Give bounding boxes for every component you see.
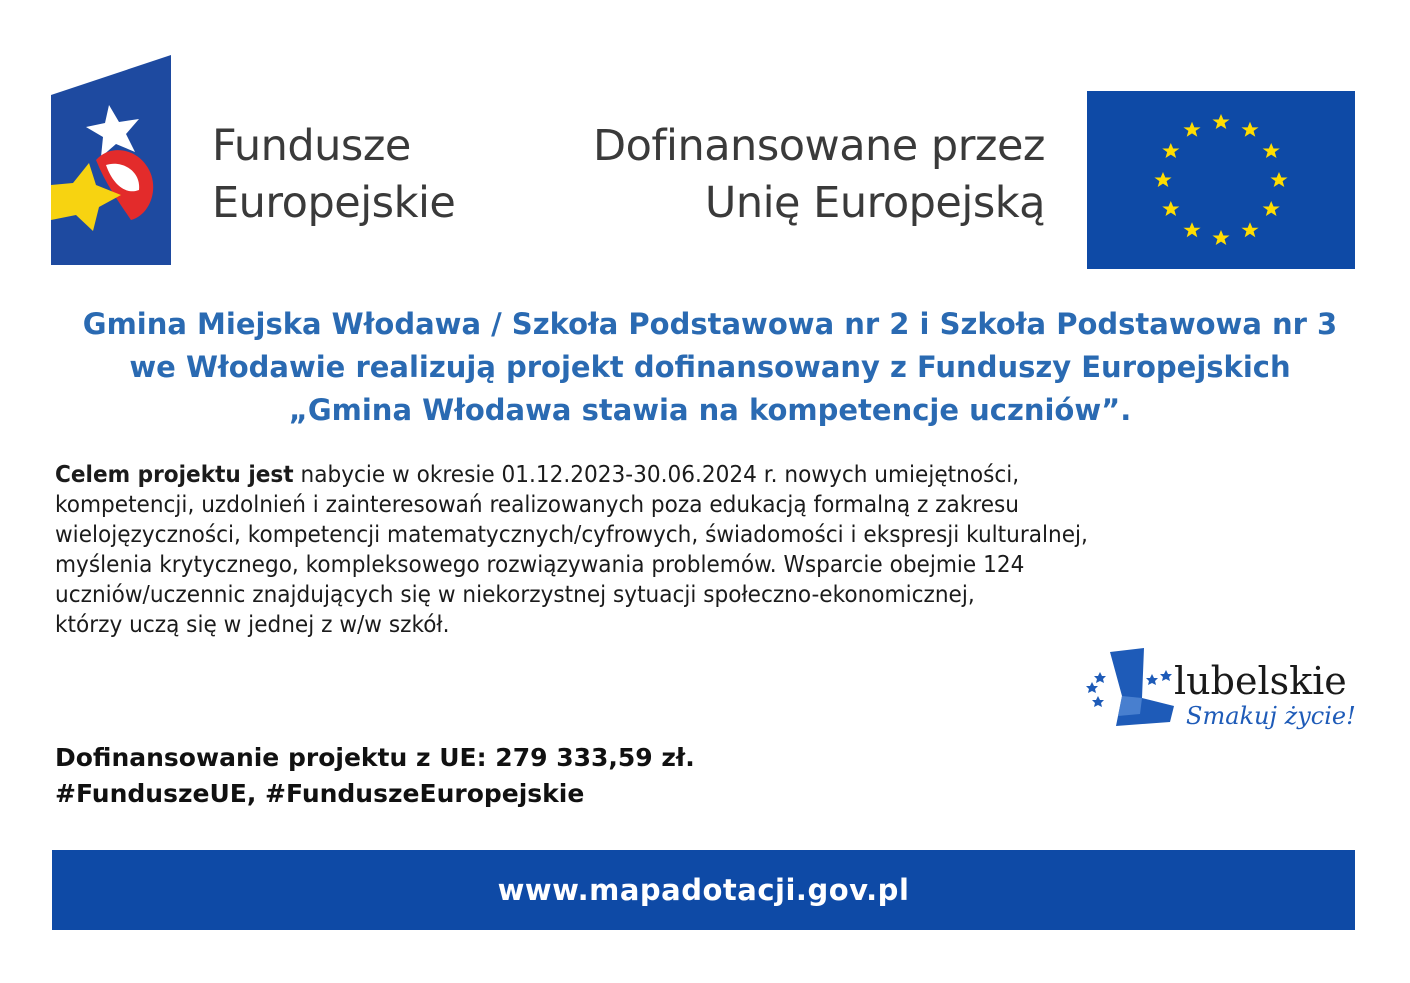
- description-line6: którzy uczą się w jednej z w/w szkół.: [55, 612, 450, 638]
- description-line1: [55, 460, 1211, 490]
- description-line3: wielojęzyczności, kompetencji matematycznych/cyfrowych, świadomości i ekspresji kulturalnej,: [55, 522, 1088, 548]
- funding-info: [55, 740, 695, 812]
- headline-line2: we Włodawie realizują projekt dofinansowany z Funduszy Europejskich: [129, 350, 1291, 384]
- eu-flag-icon: [1087, 91, 1355, 269]
- description-line1-rest: nabycie w okresie 01.12.2023-30.06.2024 r. nowych umiejętności,: [293, 462, 1020, 488]
- funding-amount: Dofinansowanie projektu z UE: 279 333,59 zł.: [55, 743, 695, 772]
- headline-line3: „Gmina Włodawa stawia na kompetencje uczniów”.: [288, 393, 1132, 427]
- fundusze-europejskie-label: [212, 118, 455, 232]
- footer-bar: [52, 850, 1355, 930]
- cofinanced-line1: Dofinansowane przez: [592, 121, 1045, 171]
- project-description: [55, 460, 1211, 640]
- footer-url-link[interactable]: www.mapadotacji.gov.pl: [497, 873, 910, 907]
- project-headline: [40, 303, 1380, 432]
- description-line4: myślenia krytycznego, kompleksowego rozwiązywania problemów. Wsparcie obejmie 124: [55, 552, 1025, 578]
- fundusze-europejskie-logo-icon: [51, 55, 171, 265]
- fe-label-line2: Europejskie: [212, 178, 456, 228]
- lubelskie-logo-icon: [1082, 640, 1362, 750]
- cofinanced-line2: Unię Europejską: [704, 178, 1045, 228]
- funding-hashtags: #FunduszeUE, #FunduszeEuropejskie: [55, 779, 585, 808]
- headline-line1: Gmina Miejska Włodawa / Szkoła Podstawowa nr 2 i Szkoła Podstawowa nr 3: [82, 307, 1338, 341]
- lubelskie-name: lubelskie: [1174, 659, 1347, 703]
- cofinanced-by-eu-label: [520, 118, 1045, 232]
- description-line5: uczniów/uczennic znajdujących się w niekorzystnej sytuacji społeczno-ekonomicznej,: [55, 582, 975, 608]
- description-line2: kompetencji, uzdolnień i zainteresowań realizowanych poza edukacją formalną z zakresu: [55, 492, 1019, 518]
- lubelskie-slogan: Smakuj życie!: [1186, 702, 1356, 730]
- fe-label-line1: Fundusze: [212, 121, 411, 171]
- description-lead: Celem projektu jest: [55, 462, 294, 488]
